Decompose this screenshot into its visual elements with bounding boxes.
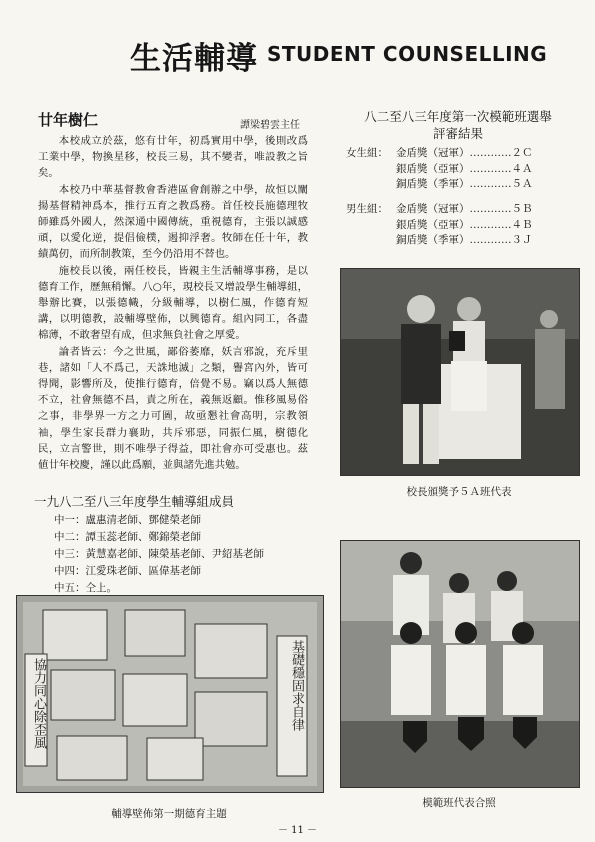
class-representatives-photo [340, 540, 580, 788]
article-paragraph-1: 本校成立於茲，悠有廿年，初爲實用中學，後則改爲工業中學，物換星移，校長三易，其不變者，唯設教之旨矣。 [38, 135, 308, 180]
bulletin-board-caption: 輔導壁佈第一期德育主題 [111, 808, 227, 820]
members-row: 中三：黃慧嘉老師、陳榮基老師、尹紹基老師 [54, 548, 264, 560]
election-row: 銀盾獎（亞軍） ………… ４Ｂ [396, 218, 533, 231]
election-row: 女生組： 金盾獎（冠軍） ………… ２Ｃ [346, 147, 533, 159]
article-body [38, 133, 308, 473]
members-list [54, 512, 264, 597]
award-ceremony-illustration [341, 269, 579, 475]
election-senior [346, 202, 533, 249]
election-row: 銅盾獎（季軍） ………… ３Ｊ [396, 234, 533, 246]
members-row: 中四：江愛珠老師、區偉基老師 [54, 565, 201, 577]
bulletin-board-illustration [17, 596, 323, 792]
members-row: 中二：譚玉蕊老師、鄭錦榮老師 [54, 531, 201, 543]
members-row: 中一：盧惠清老師、鄧健榮老師 [54, 514, 201, 526]
election-row: 銀盾獎（亞軍） ………… ４Ａ [396, 162, 533, 175]
bulletin-board-photo [16, 595, 324, 793]
members-row: 中五：仝上。 [54, 582, 117, 594]
award-ceremony-caption: 校長頒獎予５Ａ班代表 [406, 486, 512, 498]
election-row: 男生組： 金盾獎（冠軍） ………… ５Ｂ [346, 203, 533, 215]
election-junior [346, 146, 533, 193]
page-number: － 11 － [277, 825, 318, 836]
poster-left-slogan: 協力同心除歪風 [31, 658, 46, 749]
election-title: 八二至八三年度第一次模範班選舉 評審結果 [364, 109, 552, 141]
article-paragraph-3: 施校長以後，兩任校長，皆親主生活輔導事務，是以德育工作，歷無稍懈。八○年，現校長又增設學生輔導組，舉辦比賽，以張德幟，分級輔導，以樹仁風，作德育短講，以明德教，設輔導壁佈，以興德育。組內同工，各盡棉薄，不敢奢望有成，但求無負社會之厚愛。 [38, 264, 308, 342]
article-paragraph-2: 本校乃中華基督教會香港區會創辦之中學，故恒以闡揚基督精神爲本，推行五育之教爲務。首任校長施德理牧師雖爲外國人，然深通中國傳統，重視德育，主張以誠感頑，以愛化逆，提倡儉樸，遏抑浮奢。牧師在任十年，教績萬仞，而所制教策，至今仍沿用不替也。 [38, 183, 308, 261]
class-representatives-caption: 模範班代表合照 [422, 797, 496, 809]
article-byline: 譚梁碧雲主任 [240, 120, 300, 131]
members-title: 一九八二至八三年度學生輔導組成員 [34, 494, 235, 509]
article-paragraph-4: 論者皆云：今之世風，鄙俗萎靡，妖言邪說，充斥里巷，諸如「人不爲己，天誅地滅」之類，譽宮內外，皆可得聞，影響所及，使推行德育，倍覺不易。竊以爲人無德不立，社會無德不昌，責之所在，義無返顧。惟移風易俗之事，非學界一方之力可圖，故亟懇社會高明，宗教領袖，學生家長群力襄助，共斥邪惡，同振仁風，樹德化民，立言警世，則不唯學子得益，即社會亦可受惠也。茲値廿年校慶，謹以此爲願，並與諸先進共勉。 [38, 345, 308, 472]
article-title: 廿年樹仁 [38, 111, 99, 129]
page-title-english: STUDENT COUNSELLING [267, 42, 548, 66]
poster-right-slogan: 基礎穩固求自律 [289, 640, 304, 731]
award-ceremony-photo [340, 268, 580, 476]
election-row: 銅盾獎（季軍） ………… ５Ａ [396, 178, 533, 190]
class-representatives-illustration [341, 541, 579, 787]
page-title-chinese: 生活輔導 [130, 41, 258, 77]
